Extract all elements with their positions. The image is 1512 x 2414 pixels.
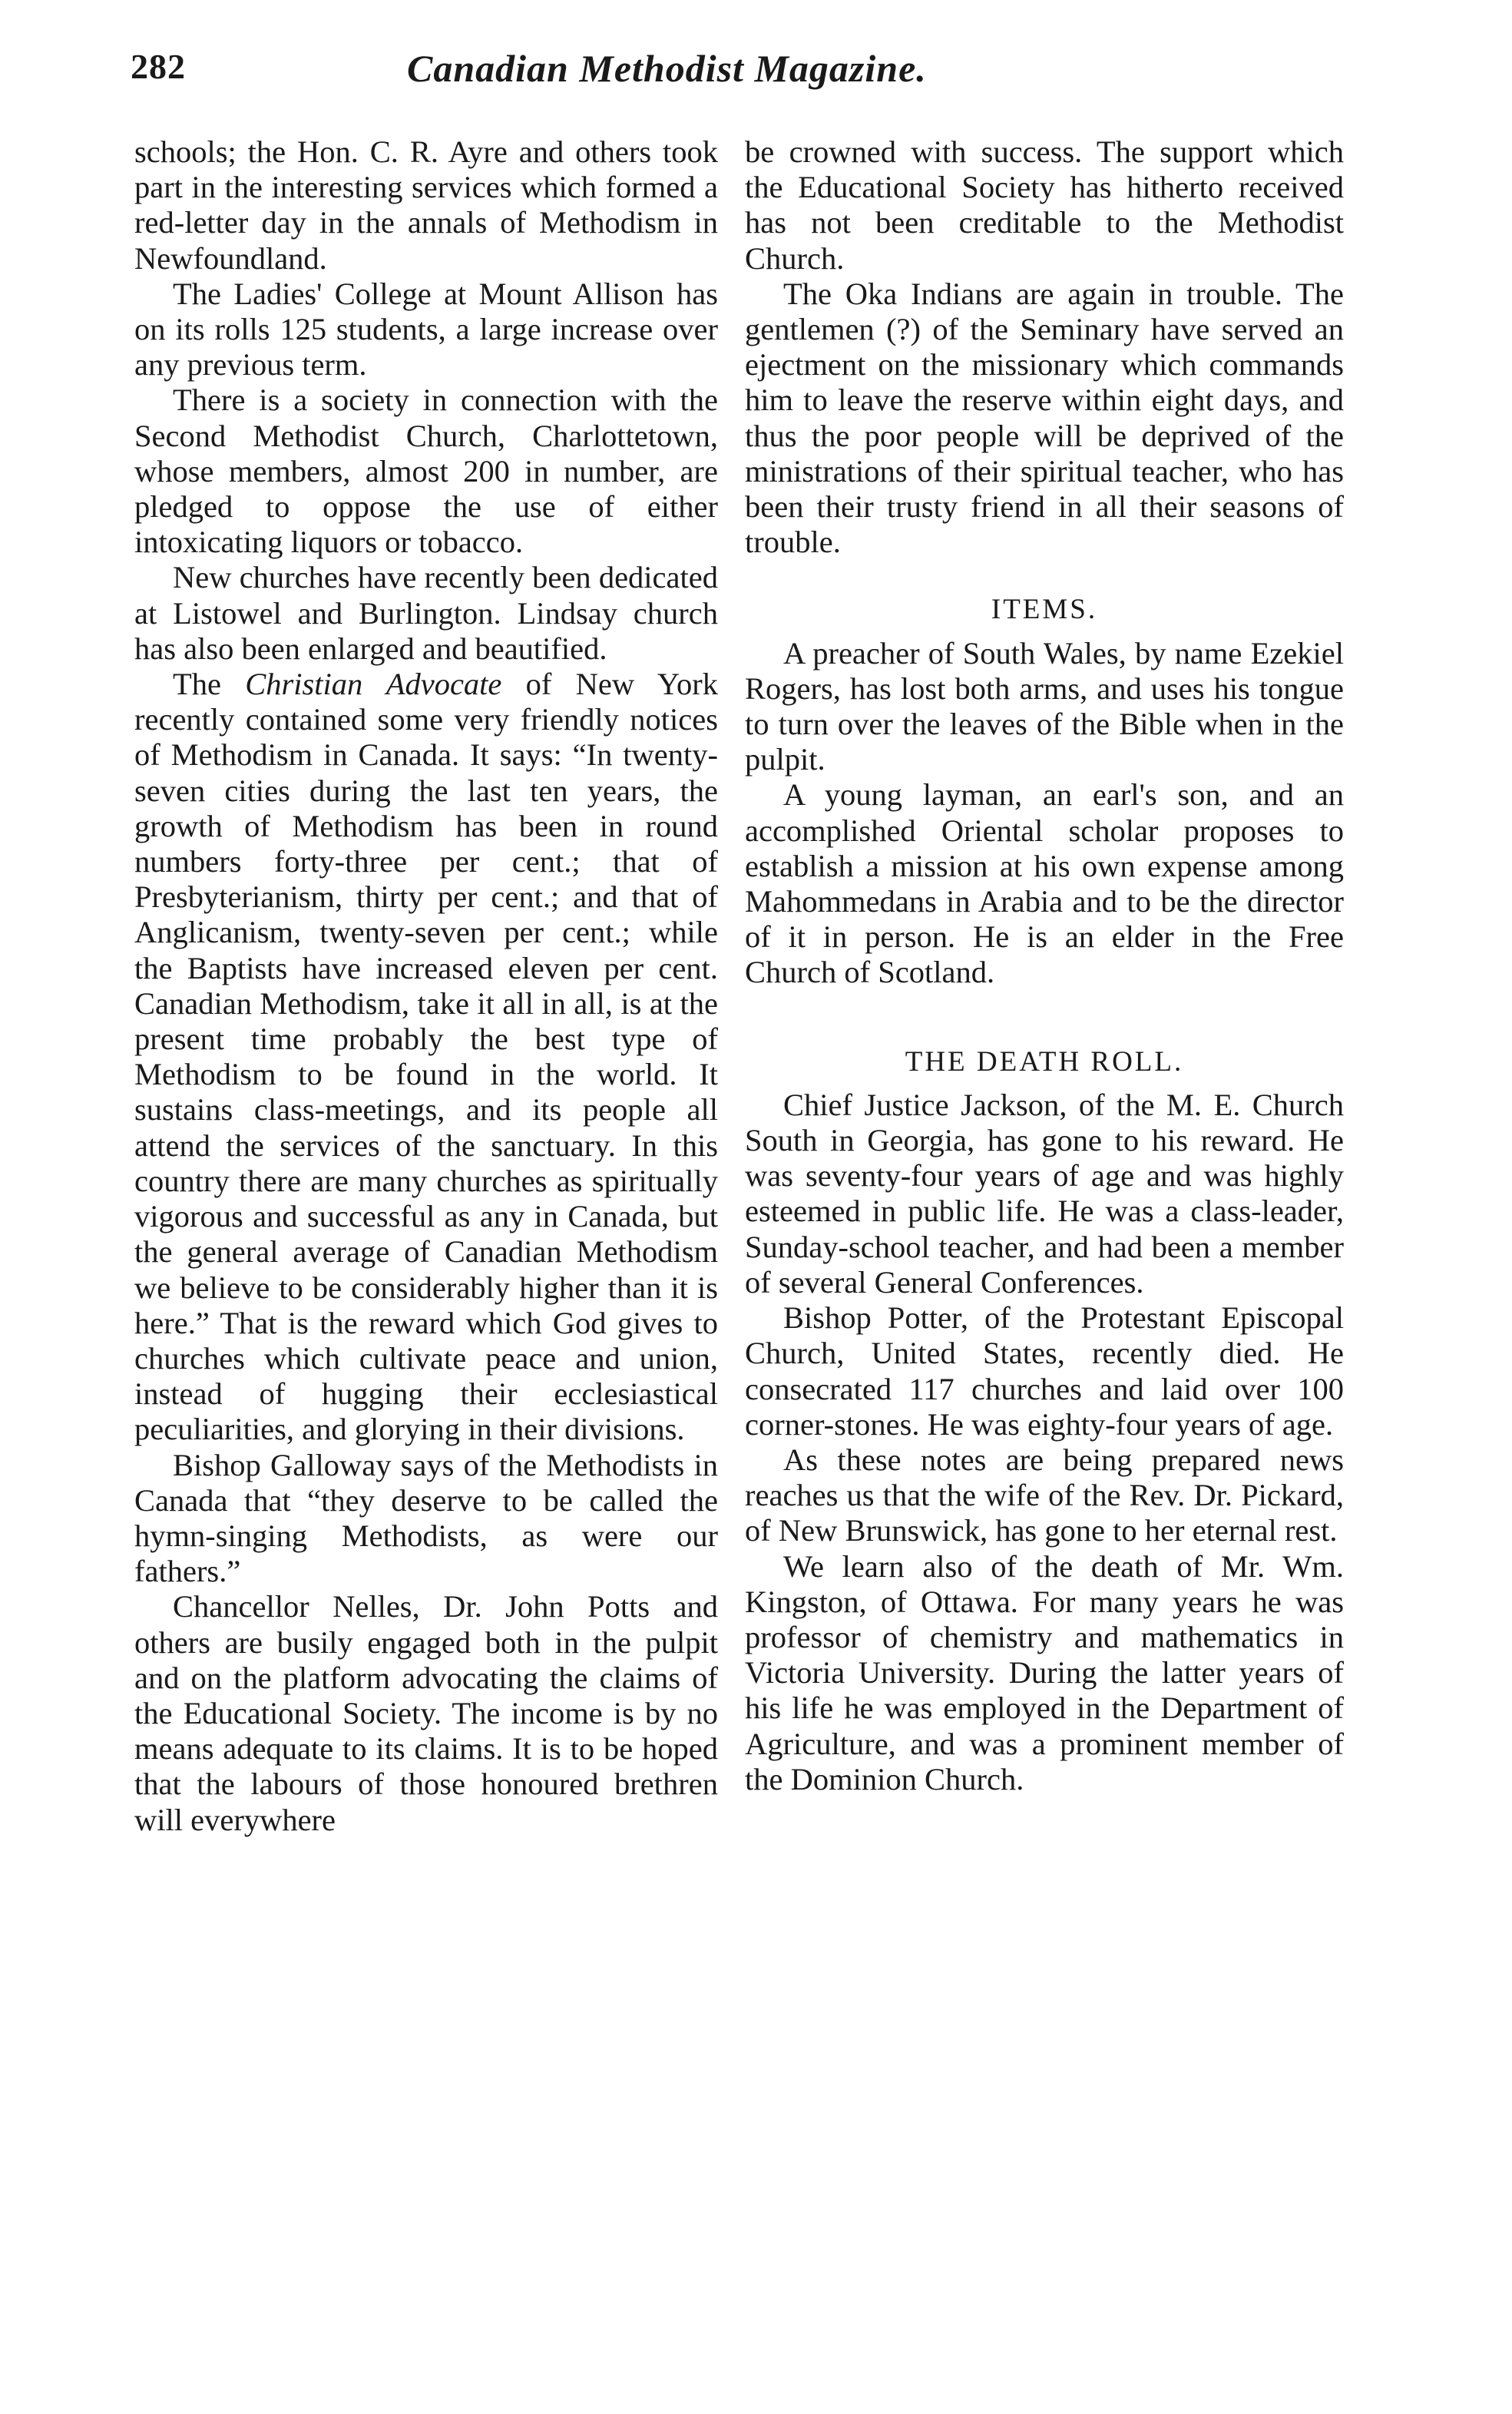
- page-header: [131, 46, 1359, 115]
- paragraph: A preacher of South Wales, by name Ezekiel Rogers, has lost both arms, and uses his tongue to turn over the leaves of the Bible when in the pulpit.: [745, 635, 1344, 777]
- items-heading: ITEMS.: [991, 594, 1098, 626]
- paragraph-text: The: [173, 667, 246, 702]
- section-spacer: [745, 991, 1344, 1045]
- page-number: 282: [131, 47, 186, 86]
- paragraph: As these notes are being prepared news reaches us that the wife of the Rev. Dr. Pickard, of New Brunswick, has gone to her eternal rest.: [745, 1442, 1344, 1548]
- paragraph: We learn also of the death of Mr. Wm. Kingston, of Ottawa. For many years he was professor of chemistry and mathematics in Victoria University. During the latter years of his life he was employed in the Department of Agriculture, and was a prominent member of the Dominion Church.: [745, 1548, 1344, 1796]
- section-spacer: [745, 560, 1344, 592]
- paragraph: Chief Justice Jackson, of the M. E. Church South in Georgia, has gone to his reward. He was seventy-four years of age and was highly esteemed in public life. He was a class-leader, Sunday-school teacher, and had been a member of several General Conferences.: [745, 1087, 1344, 1300]
- paragraph: New churches have recently been dedicated at Listowel and Burlington. Lindsay church has also been enlarged and beautified.: [134, 560, 718, 666]
- section-spacer: [745, 1080, 1344, 1088]
- paragraph: A young layman, an earl's son, and an accomplished Oriental scholar proposes to establish a mission at his own expense among Mahommedans in Arabia and to be the director of it in person. He is an elder in the Free Church of Scotland.: [745, 777, 1344, 990]
- paragraph: Bishop Galloway says of the Methodists in Canada that “they deserve to be called the hymn-singing Methodists, as were our fathers.”: [134, 1447, 718, 1589]
- running-title: Canadian Methodist Magazine.: [407, 47, 927, 90]
- paragraph: Bishop Potter, of the Protestant Episcopal Church, United States, recently died. He consecrated 117 churches and laid over 100 corner-stones. He was eighty-four years of age.: [745, 1300, 1344, 1442]
- paragraph: There is a society in connection with the Second Methodist Church, Charlottetown, whose members, almost 200 in number, are pledged to oppose the use of either intoxicating liquors or tobacco.: [134, 382, 718, 560]
- paragraph: The Oka Indians are again in trouble. The gentlemen (?) of the Seminary have served an ejectment on the missionary which commands him to leave the reserve within eight days, and thus the poor people will be deprived of the ministrations of their spiritual teacher, who has been their trusty friend in all their seasons of trouble.: [745, 276, 1344, 560]
- right-column: [745, 134, 1344, 1797]
- paragraph: The Ladies' College at Mount Allison has on its rolls 125 students, a large increase over any previous term.: [134, 276, 718, 382]
- paragraph: schools; the Hon. C. R. Ayre and others took part in the interesting services which formed a red-letter day in the annals of Methodism in Newfoundland.: [134, 134, 718, 276]
- left-column: [134, 134, 718, 1838]
- paragraph-text: of New York recently contained some very friendly notices of Methodism in Canada. It says: “In twenty-seven cities during the last ten years, the growth of Methodism has been in round numbers forty-three per cent.; that of Presbyterianism, thirty per cent.; and that of Anglicanism, twenty-seven per cent.; while the Baptists have increased eleven per cent. Canadian Methodism, take it all in all, is at the present time probably the best type of Methodism to be found in the world. It sustains class-meetings, and its people all attend the services of the sanctuary. In this country there are many churches as spiritually vigorous and successful as any in Canada, but the general average of Canadian Methodism we believe to be considerably higher than it is here.” That is the reward which God gives to churches which cultivate peace and union, instead of hugging their ecclesiastical peculiarities, and glorying in their divisions.: [134, 667, 719, 1447]
- section-spacer: [745, 628, 1344, 636]
- paragraph: [134, 667, 718, 1447]
- publication-title: Christian Advocate: [245, 667, 502, 702]
- paragraph: be crowned with success. The support which the Educational Society has hitherto received has not been creditable to the Methodist Church.: [745, 134, 1344, 276]
- death-roll-heading: THE DEATH ROLL.: [905, 1045, 1184, 1078]
- paragraph: Chancellor Nelles, Dr. John Potts and others are busily engaged both in the pulpit and on the platform advocating the claims of the Educational Society. The income is by no means adequate to its claims. It is to be hoped that the labours of those honoured brethren will everywhere: [134, 1589, 718, 1837]
